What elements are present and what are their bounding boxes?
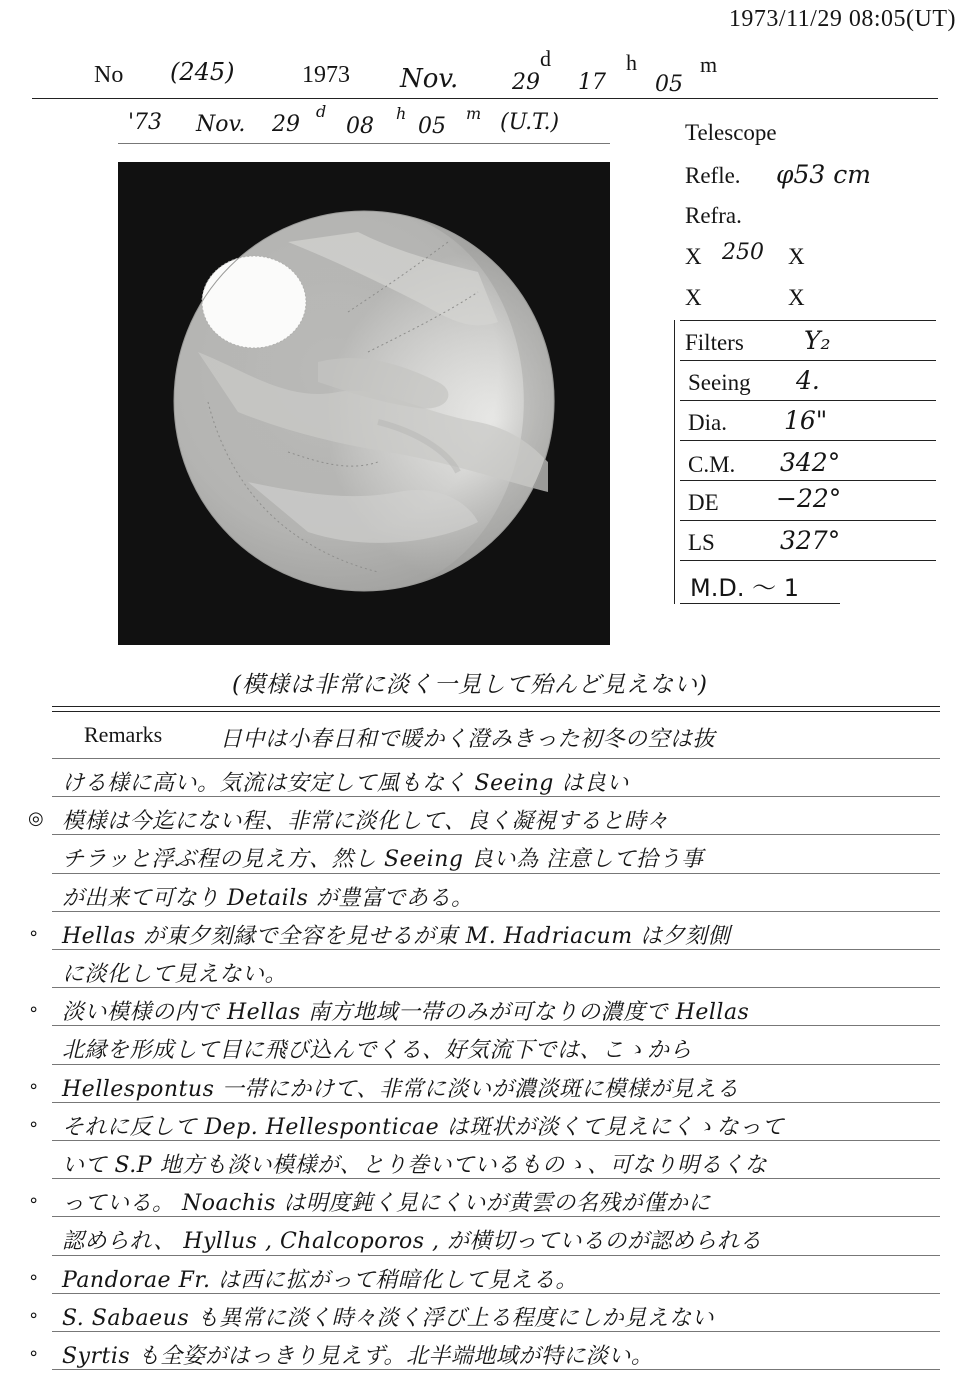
remarks-rule (52, 1064, 940, 1065)
table-left-border (674, 320, 675, 604)
seeing-label: Seeing (688, 370, 751, 395)
table-rule (680, 440, 936, 441)
filters-label: Filters (685, 330, 744, 355)
filters-value: Y₂ (804, 326, 831, 355)
ut-minute: 05 (418, 114, 446, 139)
magnification-suffix-1: X (788, 244, 805, 269)
remarks-rule (52, 987, 940, 988)
remarks-line-text: S. Sabaeus も異常に淡く時々淡く浮び上る程度にしか見えない (62, 1305, 715, 1331)
remarks-rule (52, 1178, 940, 1179)
remarks-line-text: Pandorae Fr. は西に拡がって稍暗化して見える。 (62, 1267, 578, 1293)
ut-year: '73 (128, 110, 163, 135)
remarks-line-text: に淡化して見えない。 (62, 962, 288, 987)
remarks-bullet: ∘ (28, 922, 40, 944)
table-rule (680, 480, 936, 481)
table-rule (680, 360, 936, 361)
refle-label: Refle. (685, 163, 741, 188)
minute-value: 05 (655, 72, 683, 97)
remarks-bullet: ∘ (28, 1304, 40, 1326)
remarks-line-text: 認められ、 Hyllus , Chalcoporos , が横切っているのが認められる (62, 1229, 763, 1255)
table-rule (680, 400, 936, 401)
unit-minute: m (700, 52, 718, 77)
remarks-label: Remarks (84, 722, 163, 747)
magnification-value-1: 250 (722, 240, 764, 265)
remarks-line-text: Hellas が東夕刻縁で全容を見せるが東 M. Hadriacum は夕刻側 (62, 923, 731, 949)
remarks-rule (52, 758, 940, 759)
cm-value: 342° (780, 448, 841, 477)
remarks-bullet: ∘ (28, 1343, 40, 1364)
day-value: 29 (512, 70, 540, 95)
hour-value: 17 (578, 70, 606, 95)
remarks-rule (52, 1255, 940, 1256)
remarks-rule (52, 1102, 940, 1103)
remarks-bullet: ∘ (28, 1113, 40, 1135)
unit-day: d (540, 46, 551, 71)
remarks-rule (52, 1216, 940, 1217)
remarks-bullet: ∘ (28, 999, 40, 1021)
remarks-rule (52, 1140, 940, 1141)
number-label: No (94, 62, 124, 88)
remarks-line-text: チラッと浮ぶ程の見え方、然し Seeing 良い為 注意して拾う事 (62, 847, 704, 873)
remarks-rule (52, 834, 940, 835)
remarks-rule (52, 1369, 940, 1370)
table-rule (680, 560, 936, 561)
remarks-first-line: 日中は小春日和で暖かく澄みきった初冬の空は抜 (220, 727, 716, 752)
remarks-top-rule (52, 706, 940, 707)
timestamp: 1973/11/29 08:05(UT) (728, 6, 956, 32)
ls-value: 327° (780, 526, 841, 555)
number-value: (245) (170, 58, 235, 86)
remarks-bullet: ◎ (28, 808, 44, 830)
ut-unit-hour: h (396, 104, 407, 123)
remarks-line-text: が出来て可なり Details が豊富である。 (62, 885, 474, 911)
seeing-value: 4. (796, 366, 820, 395)
diameter-value: 16" (784, 406, 828, 435)
remarks-line-text: 模様は今迄にない程、非常に淡化して、良く凝視すると時々 (62, 809, 670, 835)
remarks-bullet: ∘ (28, 1075, 40, 1097)
ut-hour: 08 (346, 114, 374, 139)
cm-label: C.M. (688, 452, 736, 477)
ut-unit-day: d (316, 102, 327, 121)
remarks-line-text: それに反して Dep. Hellesponticae は斑状が淡くて見えにくゝなって (62, 1114, 785, 1140)
ut-month: Nov. (196, 112, 246, 137)
md-underline (680, 603, 840, 604)
ut-unit-minute: m (466, 104, 482, 123)
ls-label: LS (688, 530, 715, 555)
ut-timezone: (U.T.) (500, 110, 560, 135)
table-rule (680, 320, 936, 321)
drawing-caption: (模様は非常に淡く一見して殆んど見えない) (232, 672, 708, 698)
refle-value: φ53 cm (776, 160, 871, 189)
remarks-line-text: っている。 Noachis は明度鈍く見にくいが黄雲の名残が僅かに (62, 1191, 711, 1217)
ut-day: 29 (272, 112, 300, 137)
remarks-line-text: Syrtis も全姿がはっきり見えず。北半端地域が特に淡い。 (62, 1344, 654, 1369)
remarks-top-rule-2 (52, 711, 940, 712)
month-handwritten: Nov. (400, 64, 459, 94)
refra-label: Refra. (685, 203, 742, 228)
remarks-rule (52, 1331, 940, 1332)
remarks-line-text: 淡い模様の内で Hellas 南方地域一帯のみが可なりの濃度で Hellas (62, 1000, 750, 1026)
remarks-rule (52, 1025, 940, 1026)
de-label: DE (688, 490, 719, 515)
telescope-title: Telescope (685, 120, 777, 145)
mars-disk-drawing (118, 162, 610, 645)
ut-rule (118, 143, 610, 144)
magnification-label-2: X (685, 285, 702, 310)
md-note: M.D. ～ 1 (690, 574, 799, 602)
de-value: −22° (776, 484, 842, 513)
remarks-bullet: ∘ (28, 1266, 40, 1288)
remarks-line-text: ける様に高い。気流は安定して風もなく Seeing は良い (62, 771, 629, 796)
magnification-suffix-2: X (788, 285, 805, 310)
unit-hour: h (626, 50, 637, 75)
year-printed: 1973 (302, 62, 350, 88)
remarks-line-text: Hellespontus 一帯にかけて、非常に淡いが濃淡斑に模様が見える (62, 1076, 739, 1102)
remarks-rule (52, 949, 940, 950)
header-rule (32, 98, 938, 99)
remarks-rule (52, 873, 940, 874)
diameter-label: Dia. (688, 410, 727, 435)
remarks-rule (52, 911, 940, 912)
planet-drawing-panel (118, 162, 610, 645)
magnification-label-1: X (685, 244, 702, 269)
table-rule (680, 520, 936, 521)
remarks-rule (52, 1293, 940, 1294)
remarks-line-text: いて S.P 地方も淡い模様が、とり巻いているものゝ、可なり明るくな (62, 1153, 768, 1178)
remarks-bullet: ∘ (28, 1190, 40, 1212)
remarks-rule (52, 796, 940, 797)
remarks-line-text: 北縁を形成して目に飛び込んでくる、好気流下では、こゝから (62, 1038, 693, 1064)
